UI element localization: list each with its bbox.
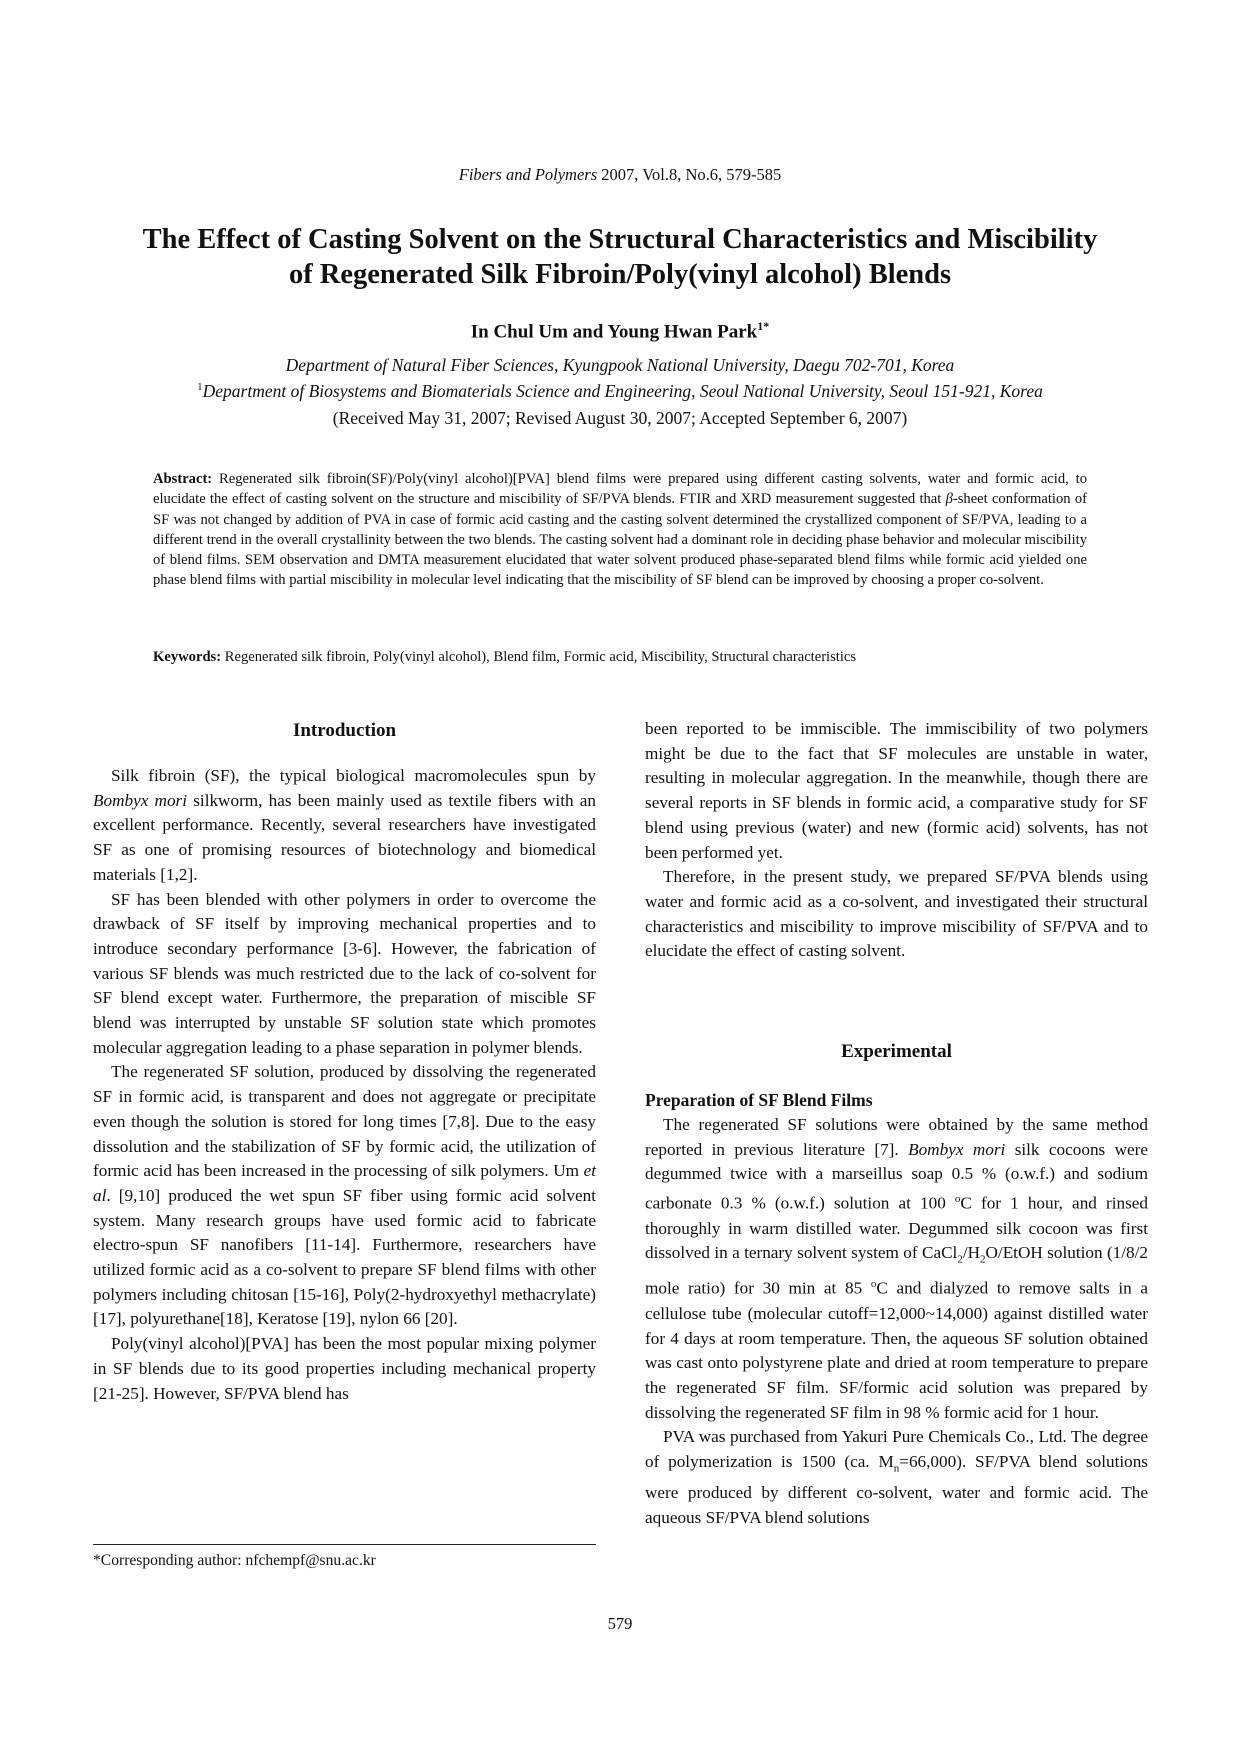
affiliation-1: Department of Natural Fiber Sciences, Kyungpook National University, Daegu 702-701, Korea — [285, 355, 955, 375]
intro-paragraph-6: Therefore, in the present study, we prepared SF/PVA blends using water and formic acid as a co-solvent, and investigated their structural characteristics and miscibility to improve miscibility of SF/PVA and to elucidate the effect of casting solvent. — [645, 867, 1148, 961]
degree-symbol-2: o — [870, 1278, 877, 1291]
abstract-beta: β — [945, 491, 953, 508]
exp-p1-c: C for 1 hour, and rinsed thoroughly in warm distilled water. Degummed silk cocoon was first dissolved in a ternary solvent system of CaCl — [645, 1193, 1148, 1263]
exp-p1-d: /H — [962, 1243, 980, 1263]
intro-p3-a: The regenerated SF solution, produced by dissolving the regenerated SF in formic acid, is transparent and does not aggregate or precipitate even though the solution is stored for long times [7,8]. Due to the easy dissolution and the stabilization of SF by formic acid, the utilization of formic acid has been increased in the processing of silk polymers. Um — [93, 1062, 596, 1181]
exp-paragraph-2 — [645, 1425, 1148, 1530]
author-marker: 1* — [757, 319, 770, 333]
intro-paragraph-2: SF has been blended with other polymers in order to overcome the drawback of SF itself by improving mechanical properties and to introduce secondary performance [3-6]. However, the fabrication of various SF blends was much restricted due to the lack of co-solvent for SF blend except water. Furthermore, the preparation of miscible SF blend was interrupted by unstable SF solution state which promotes molecular aggregation leading to a phase separation in polymer blends. — [93, 889, 596, 1057]
right-column-top — [645, 717, 1148, 964]
keywords-text: Regenerated silk fibroin, Poly(vinyl alcohol), Blend film, Formic acid, Miscibility, Structural characteristics — [221, 649, 857, 665]
exp-p1-e: O/EtOH solution (1/8/2 mole ratio) for 30 min at 85 — [645, 1243, 1148, 1299]
paper-title — [90, 222, 1150, 292]
keywords — [153, 649, 1087, 666]
footnote: *Corresponding author: nfchempf@snu.ac.kr — [93, 1552, 376, 1569]
title-line-1: The Effect of Casting Solvent on the Structural Characteristics and Miscibility — [142, 224, 1098, 255]
subscript-2a: 2 — [957, 1253, 963, 1266]
left-column — [93, 764, 596, 1406]
page-number: 579 — [607, 1614, 633, 1633]
title-line-2: of Regenerated Silk Fibroin/Poly(vinyl alcohol) Blends — [288, 259, 952, 290]
footnote-rule — [93, 1544, 596, 1545]
exp-p1-italic: Bombyx mori — [908, 1139, 1006, 1159]
intro-paragraph-4: Poly(vinyl alcohol)[PVA] has been the most popular mixing polymer in SF blends due to its good properties including mechanical property [21-25]. However, SF/PVA blend has — [93, 1334, 596, 1403]
subscript-2b: 2 — [980, 1253, 986, 1266]
exp-p1-b: silk cocoons were degummed twice with a marseillus soap 0.5 % (o.w.f.) and sodium carbonate 0.3 % (o.w.f.) solution at 100 — [645, 1139, 1149, 1213]
journal-info: 2007, Vol.8, No.6, 579-585 — [597, 165, 782, 184]
exp-p2-b: =66,000). SF/PVA blend solutions were produced by different co-solvent, water and formic acid. The aqueous SF/PVA blend solutions — [645, 1452, 1148, 1527]
intro-p1-a: Silk fibroin (SF), the typical biological macromolecules spun by — [111, 766, 596, 785]
intro-p3-b: . [9,10] produced the wet spun SF fiber using formic acid solvent system. Many research groups have used formic acid to fabricate electro-spun SF nanofibers [11-14]. Furthermore, researchers have utilized formic acid as a co-solvent to prepare SF blend films with other polymers including chitosan [15-16], Poly(2-hydroxyethyl methacrylate)[17], polyurethane[18], Keratose [19], nylon 66 [20]. — [93, 1185, 596, 1329]
intro-p3-italic: et al — [93, 1161, 596, 1205]
abstract-label: Abstract: — [153, 471, 213, 487]
authors — [0, 319, 1240, 343]
exp-p2-a: PVA was purchased from Yakuri Pure Chemicals Co., Ltd. The degree of polymerization is 1500 (ca. M — [645, 1427, 1148, 1472]
abstract — [153, 469, 1087, 591]
exp-p1-a: The regenerated SF solutions were obtained by the same method reported in previous literature [7]. — [645, 1115, 1148, 1159]
intro-paragraph-1 — [93, 764, 596, 888]
intro-paragraph-3 — [93, 1060, 596, 1332]
degree-symbol-1: o — [954, 1193, 961, 1206]
abstract-text-2: -sheet conformation of SF was not changed by addition of PVA in case of formic acid casting and the casting solvent determined the crystallized component of SF/PVA, leading to a different trend in the overall crystallinity between the two blends. The casting solvent had a dominant role in deciding phase behavior and molecular miscibility of blend films. SEM observation and DMTA measurement elucidated that water solvent produced phase-separated blend films while formic acid yielded one phase blend films with partial miscibility in molecular level indicating that the miscibility of SF blend can be improved by choosing a proper co-solvent. — [153, 491, 1087, 589]
received-dates: (Received May 31, 2007; Revised August 30, 2007; Accepted September 6, 2007) — [332, 408, 908, 428]
journal-header — [0, 165, 1240, 185]
introduction-heading: Introduction — [292, 720, 397, 741]
right-column-bottom — [645, 1113, 1148, 1531]
affiliation-2-marker: 1 — [197, 381, 203, 394]
intro-p1-b: silkworm, has been mainly used as textile fibers with an excellent performance. Recently, several researchers have investigated SF as one of promising resources of biotechnology and biomedical materials [1,2]. — [93, 790, 596, 884]
experimental-heading: Experimental — [841, 1041, 952, 1062]
affiliation-2 — [0, 381, 1240, 402]
author-names: In Chul Um and Young Hwan Park — [470, 321, 758, 343]
exp-paragraph-1 — [645, 1113, 1148, 1425]
intro-p1-italic: Bombyx mori — [93, 790, 188, 810]
keywords-label: Keywords: — [153, 649, 222, 665]
affiliation-2-text: Department of Biosystems and Biomaterials Science and Engineering, Seoul National University, Seoul 151-921, Korea — [202, 381, 1043, 401]
experimental-subheading: Preparation of SF Blend Films — [645, 1090, 873, 1110]
intro-paragraph-5: been reported to be immiscible. The immiscibility of two polymers might be due to the fact that SF molecules are unstable in water, resulting in molecular aggregation. In the meanwhile, though there are several reports in SF blends in formic acid, a comparative study for SF blend using previous (water) and new (formic acid) solvents, has not been performed yet. — [645, 719, 1148, 862]
subscript-n: n — [893, 1462, 900, 1475]
journal-name: Fibers and Polymers — [458, 165, 598, 184]
abstract-text-1: Regenerated silk fibroin(SF)/Poly(vinyl alcohol)[PVA] blend films were prepared using different casting solvents, water and formic acid, to elucidate the effect of casting solvent on the structure and miscibility of SF/PVA blends. FTIR and XRD measurement suggested that — [153, 471, 1087, 508]
exp-p1-f: C and dialyzed to remove salts in a cellulose tube (molecular cutoff=12,000~14,000) against distilled water for 4 days at room temperature. Then, the aqueous SF solution obtained was cast onto polystyrene plate and dried at room temperature to prepare the regenerated SF film. SF/formic acid solution was prepared by dissolving the regenerated SF film in 98 % formic acid for 1 hour. — [645, 1279, 1148, 1422]
